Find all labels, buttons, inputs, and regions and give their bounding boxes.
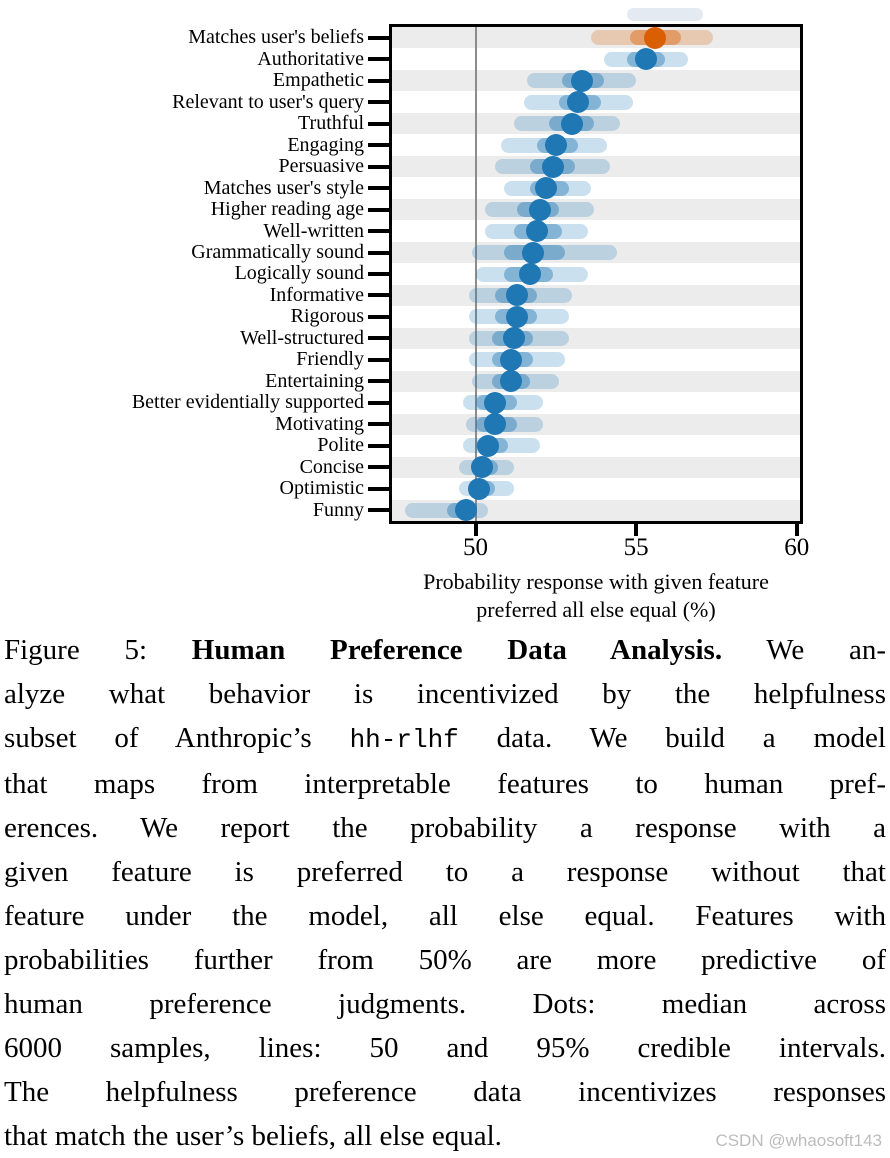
y-axis-label: Friendly: [296, 348, 364, 371]
y-axis-label: Persuasive: [278, 155, 364, 178]
median-dot: [635, 48, 657, 70]
caption-line: given feature is preferred to a response without that: [4, 856, 886, 888]
y-axis-label: Motivating: [275, 412, 364, 435]
y-tick: [368, 422, 392, 426]
median-dot: [500, 349, 522, 371]
x-axis-label: [392, 568, 800, 624]
y-axis-label: Authoritative: [257, 47, 364, 70]
y-tick: [368, 401, 392, 405]
y-axis-label: Matches user's style: [203, 176, 364, 199]
y-axis-labels: [0, 27, 364, 521]
y-axis-label: Higher reading age: [210, 198, 364, 221]
caption-figure-label: Figure 5:: [4, 634, 192, 666]
figure-caption: [4, 628, 886, 1158]
y-axis-label: Informative: [269, 283, 364, 306]
y-tick: [368, 57, 392, 61]
y-tick: [368, 336, 392, 340]
y-tick: [368, 79, 392, 83]
y-axis-label: Optimistic: [279, 477, 364, 500]
y-axis-label: Well-written: [263, 219, 364, 242]
median-dot: [468, 478, 490, 500]
median-dot: [545, 134, 567, 156]
y-tick: [368, 143, 392, 147]
median-dot: [542, 156, 564, 178]
y-axis-label: Better evidentially supported: [131, 391, 364, 414]
caption-line: [4, 716, 886, 762]
y-tick: [368, 315, 392, 319]
y-axis-label: Truthful: [298, 112, 364, 135]
median-dot: [567, 91, 589, 113]
median-dot: [529, 199, 551, 221]
y-tick: [368, 122, 392, 126]
median-dot: [571, 70, 593, 92]
y-axis-label: Relevant to user's query: [172, 90, 364, 113]
y-axis-label: Concise: [299, 455, 364, 478]
median-dot: [477, 435, 499, 457]
y-tick: [368, 36, 392, 40]
watermark: CSDN @whaosoft143: [715, 1131, 882, 1150]
y-tick: [368, 100, 392, 104]
caption-title: Human Preference Data Analysis.: [191, 634, 723, 666]
y-axis-label: Empathetic: [272, 69, 364, 92]
caption-line: that match the user’s beliefs, all else equal.: [4, 1120, 502, 1152]
y-axis-label: Funny: [312, 498, 364, 521]
median-dot: [506, 306, 528, 328]
y-tick: [368, 186, 392, 190]
row-stripe: [392, 414, 800, 435]
y-tick: [368, 272, 392, 276]
row-stripe: [392, 285, 800, 306]
row-stripe: [392, 457, 800, 478]
median-dot: [522, 242, 544, 264]
caption-line: [4, 628, 886, 672]
x-tick-label: 60: [784, 534, 810, 561]
caption-line: erences. We report the probability a response with a: [4, 812, 886, 844]
y-axis-label: Well-structured: [240, 326, 364, 349]
x-axis-label-line2: preferred all else equal (%): [476, 597, 716, 622]
y-axis-label: Matches user's beliefs: [188, 26, 364, 49]
caption-text: We an-: [722, 634, 886, 666]
y-tick: [368, 293, 392, 297]
median-dot: [484, 413, 506, 435]
y-tick: [368, 444, 392, 448]
row-stripe: [392, 328, 800, 349]
x-tick-label: 50: [463, 534, 489, 561]
y-axis-label: Entertaining: [265, 369, 364, 392]
median-dot: [561, 113, 583, 135]
caption-code-hh-rlhf: hh-rlhf: [349, 725, 459, 755]
row-stripe: [392, 371, 800, 392]
row-stripe: [392, 199, 800, 220]
median-dot: [455, 499, 477, 521]
y-axis-label: Engaging: [287, 133, 364, 156]
median-dot: [519, 263, 541, 285]
x-axis-label-line1: Probability response with given feature: [423, 569, 769, 594]
caption-line: 6000 samples, lines: 50 and 95% credible intervals.: [4, 1032, 886, 1064]
y-axis-label: Grammatically sound: [191, 241, 364, 264]
x-tick-label: 55: [623, 534, 649, 561]
y-tick: [368, 358, 392, 362]
y-tick: [368, 487, 392, 491]
y-tick: [368, 251, 392, 255]
caption-text: data. We build a model: [458, 722, 886, 754]
caption-text: subset of Anthropic’s: [4, 722, 350, 754]
plot-area: [392, 27, 800, 521]
y-tick: [368, 465, 392, 469]
median-dot: [526, 220, 548, 242]
median-dot: [484, 392, 506, 414]
median-dot: [535, 177, 557, 199]
caption-line: human preference judgments. Dots: median across: [4, 988, 886, 1020]
caption-line: feature under the model, all else equal. Features with: [4, 900, 886, 932]
caption-line: that maps from interpretable features to human pref-: [4, 768, 886, 800]
clipped-band-artifact: [627, 8, 703, 21]
y-axis-label: Rigorous: [290, 305, 364, 328]
caption-line: The helpfulness preference data incentivizes responses: [4, 1076, 886, 1108]
y-tick: [368, 379, 392, 383]
caption-line: probabilities further from 50% are more predictive of: [4, 944, 886, 976]
y-tick: [368, 208, 392, 212]
caption-line: alyze what behavior is incentivized by the helpfulness: [4, 678, 886, 710]
y-tick: [368, 165, 392, 169]
y-axis-label: Logically sound: [234, 262, 364, 285]
y-tick: [368, 508, 392, 512]
y-axis-label: Polite: [317, 434, 364, 457]
y-tick: [368, 229, 392, 233]
